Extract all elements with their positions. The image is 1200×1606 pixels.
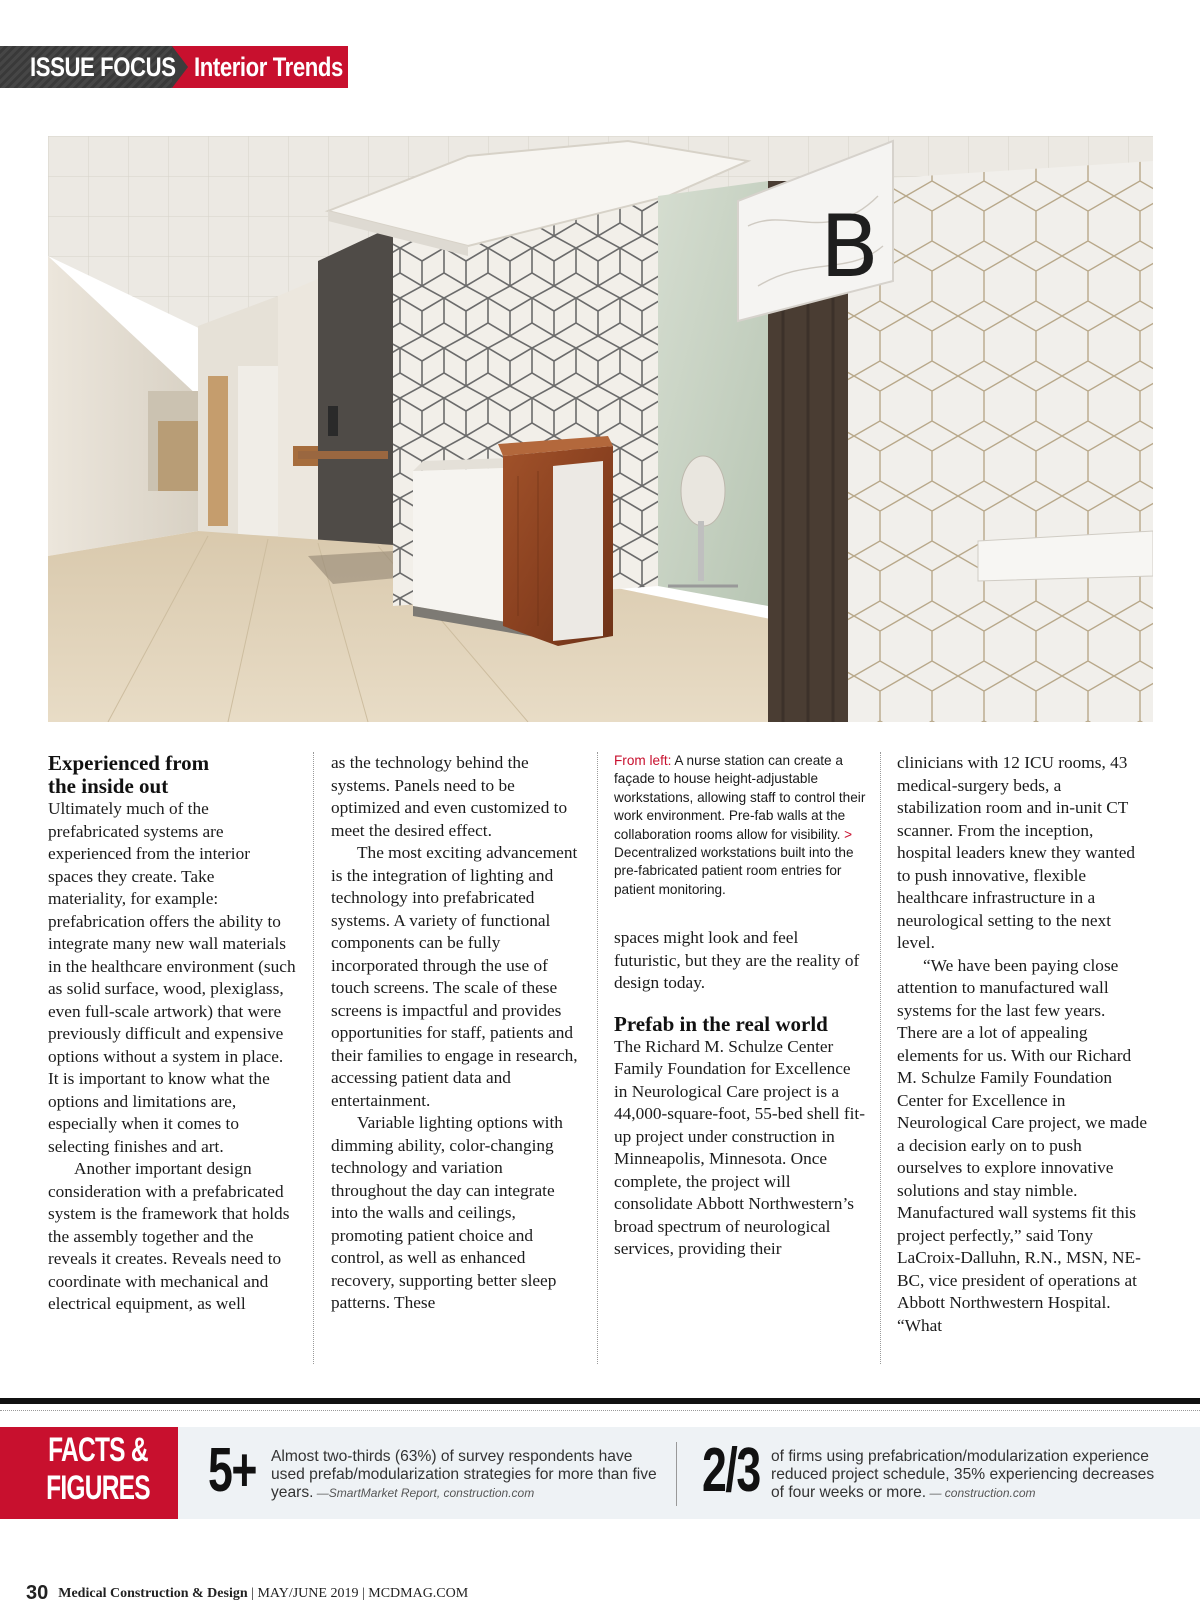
paragraph: Variable lighting options with dimming ability, color-changing technology and variation throughout the day can integrate into the walls and ceilings, promoting patient choice and control, as well as enhanced recovery, supporting better sleep patterns. These — [331, 1113, 563, 1312]
caption-arrow-icon: > — [844, 826, 853, 842]
page-footer — [26, 1582, 468, 1605]
paragraph: Ultimately much of the prefabricated systems are experienced from the interior spaces they create. Take materiality, for example: prefabrication offers the ability to integrate many new wall materials in the healthcare environment (such as solid surface, wood, plexiglass, even full-scale artwork) that were previously difficult and expensive options without a system in place. It is important to know what the options and limitations are, especially when it comes to selecting finishes and art. — [48, 799, 296, 1156]
facts-separator — [676, 1442, 677, 1506]
sign-letter: B — [820, 197, 879, 297]
article-column-4 — [897, 752, 1149, 1337]
article-column-1 — [48, 752, 296, 1316]
facts-label-text — [40, 1431, 155, 1507]
fact-1-number: 5+ — [208, 1436, 257, 1505]
facts-dotted-rule — [0, 1410, 1200, 1411]
fact-1-source: —SmartMarket Report, construction.com — [313, 1486, 535, 1500]
paragraph: Another important design consideration with a prefabricated system is the framework that holds the assembly together and the reveals it creates. Reveals need to coordinate with mechanical and electrical equipment, as well — [48, 1159, 290, 1313]
section-heading-experienced — [48, 752, 296, 798]
issue-info: | MAY/JUNE 2019 | MCDMAG.COM — [247, 1586, 469, 1601]
fact-2-source: — construction.com — [926, 1486, 1036, 1500]
column-divider — [597, 752, 598, 1364]
topic-label: Interior Trends — [194, 52, 343, 82]
paragraph: The most exciting advancement is the integration of lighting and technology into prefabricated systems. A variety of functional components can be fully incorporated through the use of touch screens. The scale of these screens is impactful and provides opportunities for staff, patients and their families to engage in research, accessing patient data and entertainment. — [331, 843, 578, 1110]
paragraph: The Richard M. Schulze Center Family Foundation for Excellence in Neurological Care project is a 44,000-square-foot, 55-bed shell fit-up project under construction in Minneapolis, Minnesota. Once complete, the project will consolidate Abbott Northwestern’s broad spectrum of neurological services, providing their — [614, 1036, 865, 1259]
fact-2-number: 2/3 — [702, 1436, 760, 1505]
magazine-name: Medical Construction & Design — [58, 1586, 248, 1601]
column-divider — [313, 752, 314, 1364]
nurse-station-render — [48, 136, 1153, 722]
column-divider — [880, 752, 881, 1364]
article-column-3 — [614, 752, 866, 1261]
fact-1-text — [271, 1448, 663, 1502]
facts-top-rule — [0, 1398, 1200, 1404]
facts-figures-label — [0, 1427, 178, 1519]
heading-line-1: Experienced from — [48, 751, 210, 775]
issue-focus-tab — [0, 46, 348, 88]
fact-2-text — [771, 1448, 1167, 1502]
section-heading-prefab: Prefab in the real world — [614, 1011, 828, 1036]
paragraph: clinicians with 12 ICU rooms, 43 medical-surgery beds, a stabilization room and in-unit CT scanner. From the inception, hospital leaders knew they wanted to push innovative, flexible healthcare infrastructure in a neurological setting to the next level. — [897, 753, 1136, 952]
page-number: 30 — [26, 1582, 49, 1604]
heading-line-2: the inside out — [48, 774, 169, 798]
fact-2-body: of firms using prefabrication/modularization experience reduced project schedule, 35% experiencing decreases of four weeks or more. — [771, 1448, 1155, 1501]
facts-label-line-2: FIGURES — [46, 1469, 150, 1507]
caption-lead: From left: — [614, 753, 672, 768]
paragraph: spaces might look and feel futuristic, but they are the reality of design today. — [614, 928, 860, 993]
photo-caption — [614, 752, 866, 899]
paragraph: as the technology behind the systems. Panels need to be optimized and even customized to meet the desired effect. — [331, 753, 568, 840]
issue-focus-label: ISSUE FOCUS — [30, 52, 176, 82]
caption-text: Decentralized workstations built into the pre-fabricated patient room entries for patient monitoring. — [614, 845, 854, 897]
fact-1-body: Almost two-thirds (63%) of survey respondents have used prefab/modularization strategies for more than five years. — [271, 1448, 657, 1501]
hero-illustration — [48, 136, 1153, 722]
facts-label-line-1: FACTS & — [48, 1431, 148, 1469]
caption-text: A nurse station can create a façade to house height-adjustable workstations, allowing staff to control their work environment. Pre-fab walls at the collaboration rooms allow for visibility. — [614, 753, 866, 842]
paragraph: “We have been paying close attention to manufactured wall systems for the last few years. There are a lot of appealing elements for us. With our Richard M. Schulze Family Foundation Center for Excellence in Neurological Care project, we made a decision early on to push ourselves to explore innovative solutions and stay nimble. Manufactured wall systems fit this project perfectly,” said Tony LaCroix-Dalluhn, R.N., MSN, NE-BC, vice president of operations at Abbott Northwestern Hospital. “What — [897, 955, 1147, 1335]
article-column-2 — [331, 752, 581, 1315]
